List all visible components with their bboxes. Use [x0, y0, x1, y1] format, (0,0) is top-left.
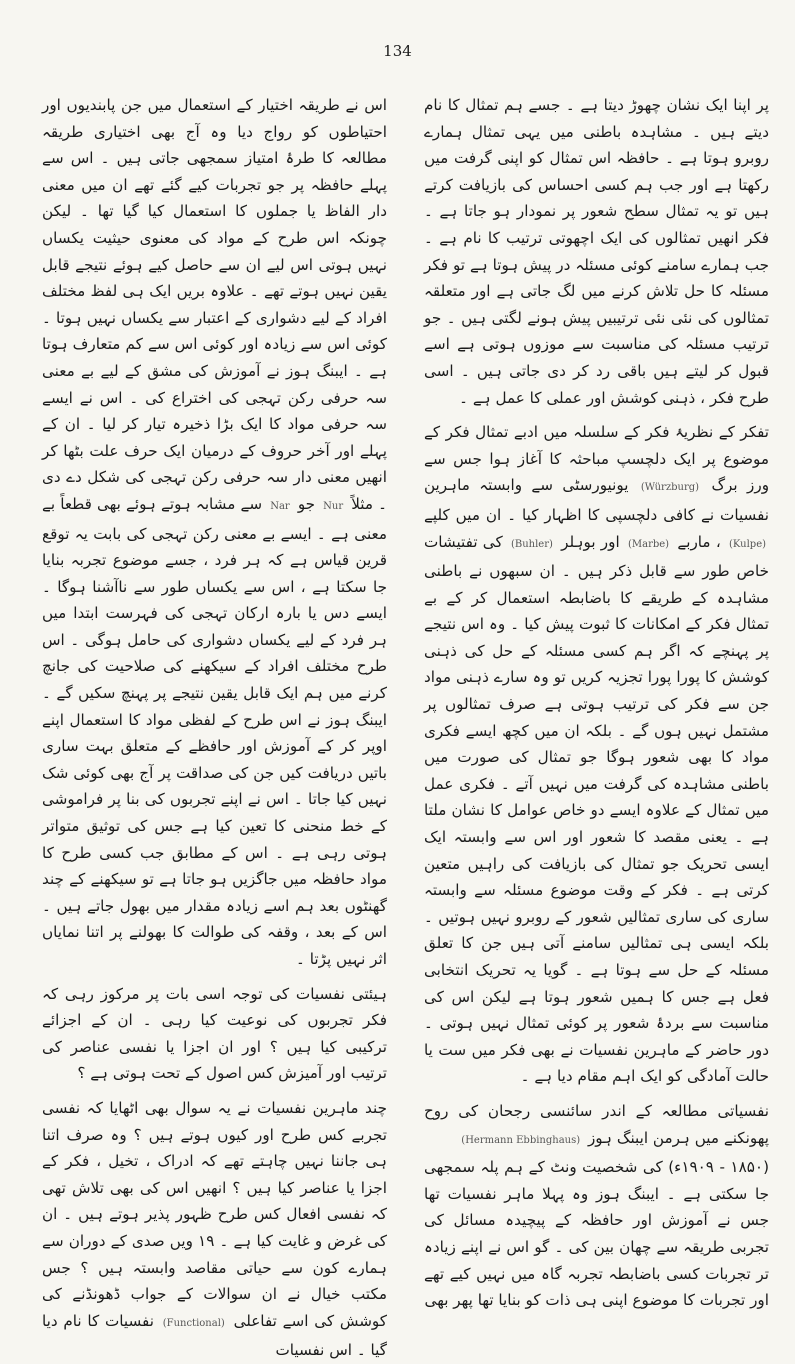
latin-term: (Marbe)	[627, 538, 670, 550]
paragraph	[42, 981, 387, 1087]
paragraph-text: تفکر کے نظریۂ فکر کے سلسلہ میں ادبے تمثال فکر کے موضوع پر ایک دلچسپ مباحثہ کا آغاز ہوا جس سے ورز برگ	[424, 423, 770, 495]
paragraph	[424, 92, 769, 411]
paragraph-text: جو	[297, 494, 316, 513]
paragraph-text: نفسیات کا نام دیا گیا ۔ اس نفسیات	[42, 1311, 387, 1360]
paragraph	[424, 1154, 769, 1314]
paragraph	[42, 92, 387, 973]
paragraph-text: اور بوہلر	[561, 532, 620, 551]
latin-term: (Würzburg)	[640, 482, 700, 494]
page-number: 134	[383, 42, 412, 60]
paragraph-text: یونیورسٹی سے وابستہ ماہرین نفسیات نے کافی دلچسپی کا اظہار کیا ۔ ان میں کلپے	[424, 476, 769, 524]
paragraph-text: ہیئتی نفسیات کی توجہ اسی بات پر مرکوز رہی کہ فکر تجربوں کی نوعیت کیا رہی ۔ ان کے اجزائے ترکیبی کیا ہیں ؟ اور ان اجزا یا نفسی عناصر کی ترتیب اور آمیزش کس اصول کے تحت ہوتی ہے ؟	[42, 984, 387, 1083]
latin-term: (Kulpe)	[729, 538, 767, 550]
left-column	[42, 92, 387, 1364]
paragraph-text: اس نے طریقہ اختیار کے استعمال میں جن پابندیوں اور احتیاطوں کو رواج دیا وہ آج بھی اختیاری طریقہ مطالعہ کا طرۂ امتیاز سمجھی جاتی ہیں ۔ اس سے پہلے حافظہ پر جو تجربات کیے گئے تھے ان میں معنی دار الفاظ یا جملوں کا استعمال کیا گیا تھا ۔ لیکن چونکہ اس طرح کے مواد کی معنوی حیثیت یکساں نہیں ہوتی اس لیے ان سے حاصل کیے ہوئے نتیجے قابل یقین نہیں ہوتے تھے ۔ علاوہ بریں ایک ہی لفظ مختلف افراد کے لیے دشواری کے اعتبار سے یکساں نہیں ہوتا ۔ کوئی اس سے زیادہ اور کوئی اس سے کم متعارف ہوتا ہے ۔ ایبنگ ہوز نے آموزش کی مشق کے لیے بے معنی سہ حرفی رکن تہجی کی اختراع کی ۔ اس نے ایسے سہ حرفی مواد کا ایک بڑا ذخیرہ تیار کر لیا ۔ ان کے پہلے اور آخر حروف کے درمیان ایک حرف علت بٹھا کر انھیں معنی دار سہ حرفی رکن تہجی کی شکل دے دی ۔ مثلاً	[42, 96, 388, 513]
paragraph	[42, 1095, 387, 1364]
latin-term: Nar	[270, 500, 290, 512]
latin-term: Nur	[323, 500, 344, 512]
paragraph-text: ، ماربے	[677, 532, 721, 551]
latin-term: (Hermann Ebbinghaus)	[461, 1134, 581, 1146]
paragraph-text: (۱۸۵۰ - ۱۹۰۹ء) کی شخصیت ونٹ کے ہم پلہ سمجھی جا سکتی ہے ۔ ایبنگ ہوز وہ پہلا ماہر نفسیات تھا جس نے آموزش اور حافظہ کے پیچیدہ مسائل کی تجربی طریقہ سے چھان بین کی ۔ گو اس نے اپنے زیادہ تر تجربات کسی باضابطہ تجربہ گاہ میں نہیں کیے تھے اور تجربات کا موضوع اپنی ہی ذات کو بنایا تھا پھر بھی	[424, 1158, 769, 1310]
paragraph	[424, 419, 769, 1090]
latin-term: (Buhler)	[510, 538, 553, 550]
paragraph-text: نفسیاتی مطالعہ کے اندر سائنسی رجحان کی روح پھونکنے میں ہرمن ایبنگ ہوز	[424, 1101, 769, 1147]
paragraph-text: پر اپنا ایک نشان چھوڑ دیتا ہے ۔ جسے ہم تمثال کا نام دیتے ہیں ۔ مشاہدہ باطنی میں یہی تمثال ہمارے روبرو ہوتا ہے ۔ حافظہ اس تمثال کو اپنی گرفت میں رکھتا ہے اور جب ہم کسی احساس کی بازیافت کرتے ہیں تو یہ تمثال سطح شعور پر نمودار ہو جاتا ہے ۔ فکر انھیں تمثالوں کی ایک اچھوتی ترتیب کا نام ہے ۔ جب ہمارے سامنے کوئی مسئلہ در پیش ہوتا ہے تو فکر مسئلہ کا حل تلاش کرنے میں لگ جاتی ہے اور متعلقہ تمثالوں کی نئی نئی ترتیبیں پیش ہونے لگتی ہیں ۔ جو ترتیب مسئلہ کی مناسبت سے موزوں ہوتی ہے اسے قبول کر لیتے ہیں باقی رد کر دی جاتی ہیں ۔ اسی طرح فکر ، ذہنی کوشش اور عملی کا عمل ہے ۔	[424, 96, 769, 407]
latin-term: (Functional)	[162, 1317, 225, 1329]
right-column	[424, 92, 769, 1314]
paragraph-text: کی تفتیشات خاص طور سے قابل ذکر ہیں ۔ ان سبھوں نے باطنی مشاہدہ کے طریقے کا باضابطہ استعمال کر کے بے تمثال فکر کے امکانات کا ثبوت پیش کیا ۔ وہ اس نتیجے پر پہنچے کہ اگر ہم کسی مسئلہ کے حل کی ذہنی کوشش کا پورا پورا تجزیہ کریں تو وہ سارے ذہنی مواد جن سے فکر کی ترتیب ہوتی ہے صرف تمثالوں پر مشتمل نہیں ہوں گے ۔ بلکہ ان میں کچھ ایسے فکری مواد کا بھی شعور ہوگا جو تمثال کی صورت میں باطنی مشاہدہ کی گرفت میں نہیں آتے ۔ فکری عمل میں تمثال کے علاوہ ایسے دو خاص عوامل کا نشان ملتا ہے ۔ یعنی مقصد کا شعور اور اس سے وابستہ ایک ایسی تحریک جو تمثال کی بازیافت کی راہیں متعین کرتی ہے ۔ فکر کے وقت موضوع مسئلہ سے وابستہ ساری کی ساری تمثالیں شعور کے روبرو نہیں ہوتیں ۔ بلکہ ایسی ہی تمثالیں سامنے آتی ہیں جن کا تعلق مسئلہ کے حل سے ہوتا ہے ۔ گویا یہ تحریک انتخابی فعل ہے جس کا ہمیں شعور ہوتا ہے لیکن اس کی مناسبت سے بردۂ شعور پر کوئی تمثال نہیں ہوتی ۔ دور حاضر کے ماہرین نفسیات نے بھی فکر میں ست یا حالت آمادگی کو ایک اہم مقام دیا ہے ۔	[424, 532, 769, 1086]
section-heading	[424, 1098, 769, 1154]
paragraph-text: سے مشابہ ہوتے ہوئے بھی قطعاً بے معنی ہے ۔ ایسے بے معنی رکن تہجی کی بابت یہ توقع قرین قیاس ہے کہ ہر فرد ، جسے موضوع تجربہ بنایا جا سکتا ہے ، اس سے یکساں طور سے ناآشنا ہوگا ۔ ایسے دس یا بارہ ارکان تہجی کی فہرست ابتدا میں ہر فرد کے لیے یکساں دشواری کی حامل ہوگی ۔ اس طرح مختلف افراد کے سیکھنے کی صلاحیت کی جانچ کرنے میں ہم ایک قابل یقین نتیجے پر پہنچ سکیں گے ۔ ایبنگ ہوز نے اس طرح کے لفظی مواد کا استعمال اپنے اوپر کر کے آموزش اور حافظے کے متعلق بہت ساری باتیں دریافت کیں جن کی صداقت پر آج بھی کوئی شک نہیں کیا جاتا ۔ اس نے اپنے تجربوں کی بنا پر فراموشی کے خط منحنی کا تعین کیا ہے جس کی توثیق متواتر ہوتی رہی ہے ۔ اس کے مطابق جب کسی طرح کا مواد حافظہ میں جاگزیں ہو جاتا ہے تو سیکھنے کے چند گھنٹوں بعد ہم اسے زیادہ مقدار میں بھول جاتے ہیں ۔ اس کے بعد ، وقفہ کی طوالت کا بھولنے پر اتنا نمایاں اثر نہیں پڑتا ۔	[42, 494, 387, 968]
paragraph-text: چند ماہرین نفسیات نے یہ سوال بھی اٹھایا کہ نفسی تجربے کس طرح اور کیوں ہوتے ہیں ؟ وہ صرف اتنا ہی جاننا نہیں چاہتے تھے کہ ادراک ، تخیل ، فکر کے اجزا یا عناصر کیا ہیں ؟ انھیں اس کی بھی تلاش تھی کہ نفسی افعال کس طرح ظہور پذیر ہوتے ہیں ۔ ان کی غرض و غایت کیا ہے ۔ ۱۹ ویں صدی کے دوران سے ہمارے کون سے حیاتی مقاصد وابستہ ہیں ؟ جس مکتب خیال نے ان سوالات کے جواب ڈھونڈنے کی کوشش کی اسے تفاعلی	[42, 1098, 388, 1330]
